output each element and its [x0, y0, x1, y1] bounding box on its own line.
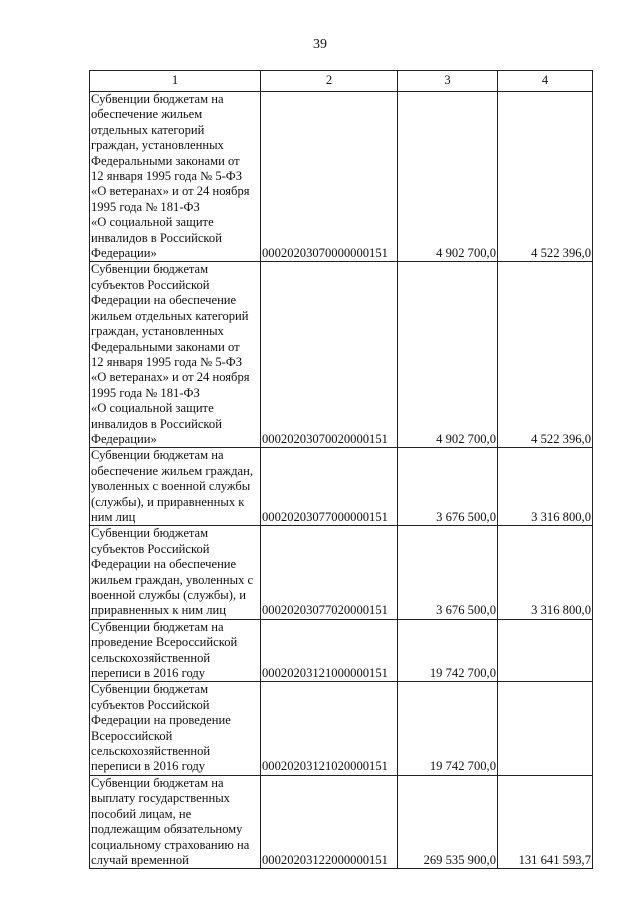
- row-code: 00020203070000000151: [261, 92, 398, 262]
- row-name: Субвенции бюджетам на обеспечение жильем граждан, уволенных с военной службы (службы), и приравненных к ним лиц: [90, 448, 261, 526]
- row-code: 00020203070020000151: [261, 262, 398, 448]
- row-code: 00020203121000000151: [261, 619, 398, 682]
- row-code: 00020203121020000151: [261, 682, 398, 775]
- table-row: [90, 775, 593, 868]
- row-name: Субвенции бюджетам субъектов Российской Федерации на проведение Всероссийской сельскохозяйственной переписи в 2016 году: [90, 682, 261, 775]
- table-row: [90, 262, 593, 448]
- row-code: 00020203077020000151: [261, 526, 398, 619]
- table-row: [90, 448, 593, 526]
- row-amount-col4: [498, 619, 593, 682]
- table-row: [90, 682, 593, 775]
- row-amount-col3: 4 902 700,0: [398, 262, 498, 448]
- table-header-row: [90, 71, 593, 92]
- page-number: 39: [313, 37, 327, 52]
- header-col-2: 2: [261, 71, 398, 92]
- row-amount-col4: 4 522 396,0: [498, 92, 593, 262]
- row-amount-col3: 4 902 700,0: [398, 92, 498, 262]
- row-name: Субвенции бюджетам субъектов Российской Федерации на обеспечение жильем отдельных категорий граждан, установленных Федеральными законами от 12 января 1995 года № 5-ФЗ «О ветеранах» и от 24 ноября 1995 года № 181-ФЗ «О социальной защите инвалидов в Российской Федерации»: [90, 262, 261, 448]
- row-amount-col4: 131 641 593,7: [498, 775, 593, 868]
- row-amount-col3: 3 676 500,0: [398, 448, 498, 526]
- row-name: Субвенции бюджетам на проведение Всероссийской сельскохозяйственной переписи в 2016 году: [90, 619, 261, 682]
- row-amount-col4: 3 316 800,0: [498, 448, 593, 526]
- table-row: [90, 526, 593, 619]
- row-name: Субвенции бюджетам субъектов Российской Федерации на обеспечение жильем граждан, уволенных с военной службы (службы), и приравненных к ним лиц: [90, 526, 261, 619]
- row-name: Субвенции бюджетам на обеспечение жильем отдельных категорий граждан, установленных Федеральными законами от 12 января 1995 года № 5-ФЗ «О ветеранах» и от 24 ноября 1995 года № 181-ФЗ «О социальной защите инвалидов в Российской Федерации»: [90, 92, 261, 262]
- budget-table: [89, 70, 593, 869]
- row-name: Субвенции бюджетам на выплату государственных пособий лицам, не подлежащим обязательному социальному страхованию на случай временной: [90, 775, 261, 868]
- row-amount-col4: 4 522 396,0: [498, 262, 593, 448]
- row-amount-col4: [498, 682, 593, 775]
- row-amount-col3: 269 535 900,0: [398, 775, 498, 868]
- row-code: 00020203122000000151: [261, 775, 398, 868]
- row-amount-col4: 3 316 800,0: [498, 526, 593, 619]
- row-amount-col3: 19 742 700,0: [398, 682, 498, 775]
- table-row: [90, 92, 593, 262]
- table-row: [90, 619, 593, 682]
- row-amount-col3: 3 676 500,0: [398, 526, 498, 619]
- row-amount-col3: 19 742 700,0: [398, 619, 498, 682]
- header-col-3: 3: [398, 71, 498, 92]
- header-col-4: 4: [498, 71, 593, 92]
- row-code: 00020203077000000151: [261, 448, 398, 526]
- header-col-1: 1: [90, 71, 261, 92]
